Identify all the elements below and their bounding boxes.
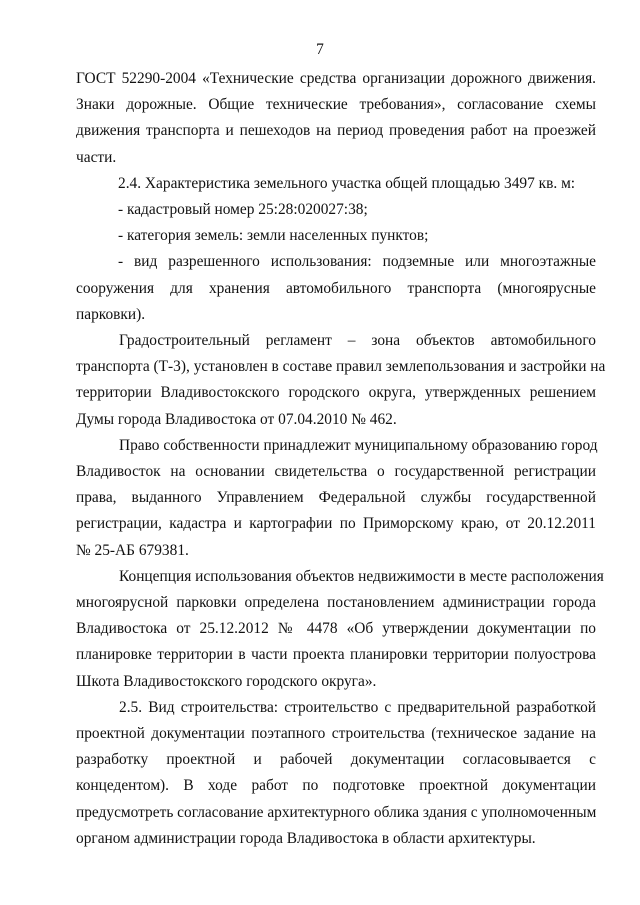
text-line: сооружения для хранения автомобильного транспорта (многоярусные	[76, 279, 596, 297]
text-line: планировке территории в части проекта планировки территории полуострова	[76, 646, 596, 664]
text-line: транспорта (Т-3), установлен в составе правил землепользования и застройки на	[76, 358, 606, 376]
paragraph-ownership	[76, 433, 596, 564]
text-line: регистрации, кадастра и картографии по Приморскому краю, от 20.12.2011	[76, 515, 596, 533]
text-line: ГОСТ 52290-2004 «Технические средства организации дорожного движения.	[76, 70, 596, 87]
page-number: 7	[316, 41, 324, 58]
paragraph-gost-reference	[76, 66, 596, 171]
text-line: Шкота Владивостокского городского округа».	[76, 672, 377, 690]
text-line: права, выданного Управлением Федеральной службы государственной	[76, 489, 596, 507]
text-line: Право собственности принадлежит муниципальному образованию город	[119, 436, 598, 454]
text-line: движения транспорта и пешеходов на период проведения работ на проезжей	[76, 122, 596, 140]
text-line: органом администрации города Владивостока в области архитектуры.	[76, 829, 536, 847]
text-line: Концепция использования объектов недвижимости в месте расположения	[119, 567, 604, 585]
paragraph-construction-type	[76, 695, 596, 852]
text-line: Владивосток на основании свидетельства о государственной регистрации	[76, 463, 596, 481]
paragraph-urban-regulation	[76, 328, 606, 433]
paragraph-land-characteristics	[76, 171, 596, 197]
text-line: - вид разрешенного использования: подземные или многоэтажные	[118, 253, 596, 271]
text-line: Градостроительный регламент – зона объектов автомобильного	[119, 332, 596, 350]
text-line: территории Владивостокского городского округа, утвержденных решением	[76, 384, 596, 402]
text-line: - категория земель: земли населенных пунктов;	[118, 227, 429, 245]
text-line: - кадастровый номер 25:28:020027:38;	[118, 201, 368, 219]
text-line: 2.5. Вид строительства: строительство с предварительной разработкой	[119, 698, 596, 716]
text-line: разработку проектной и рабочей документации согласовывается с	[76, 751, 596, 769]
text-line: предусмотреть согласование архитектурного облика здания с уполномоченным	[76, 803, 597, 821]
paragraph-land-category	[76, 223, 596, 249]
text-line: Знаки дорожные. Общие технические требования», согласование схемы	[76, 96, 596, 114]
document-body	[76, 66, 606, 852]
text-line: части.	[76, 148, 117, 166]
text-line: Думы города Владивостока от 07.04.2010 № 462.	[76, 410, 397, 428]
text-line: проектной документации поэтапного строительства (техническое задание на	[76, 725, 596, 743]
paragraph-permitted-use	[76, 249, 596, 328]
text-line: парковки).	[76, 305, 146, 323]
paragraph-cadastral-number	[76, 197, 596, 223]
text-line: 2.4. Характеристика земельного участка общей площадью 3497 кв. м:	[118, 174, 576, 192]
text-line: концедентом). В ходе работ по подготовке проектной документации	[76, 777, 596, 795]
text-line: многоярусной парковки определена постановлением администрации города	[76, 594, 596, 612]
paragraph-concept	[76, 564, 604, 695]
text-line: Владивостока от 25.12.2012 № 4478 «Об утверждении документации по	[76, 620, 596, 638]
text-line: № 25-АБ 679381.	[76, 541, 189, 559]
